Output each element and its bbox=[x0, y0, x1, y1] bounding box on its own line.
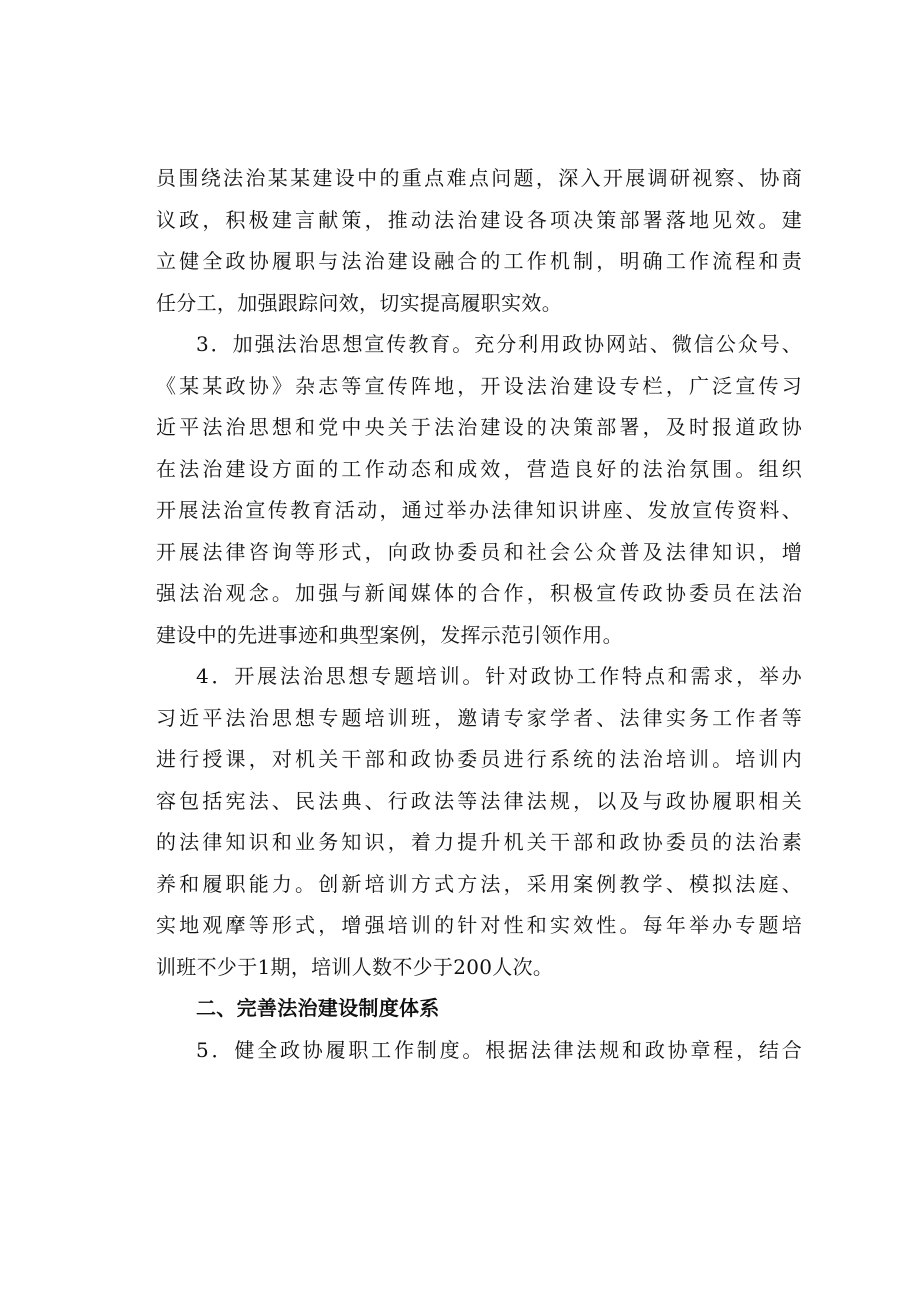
section-heading: 二、完善法治建设制度体系 bbox=[196, 996, 440, 1020]
paragraph-line: 习近平法治思想专题培训班，邀请专家学者、法律实务工作者等 bbox=[156, 705, 802, 730]
paragraph-line: 《某某政协》杂志等宣传阵地，开设法治建设专栏，广泛宣传习 bbox=[156, 373, 802, 398]
paragraph-line: 实地观摩等形式，增强培训的针对性和实效性。每年举办专题培 bbox=[156, 913, 802, 937]
paragraph-line: 任分工，加强跟踪问效，切实提高履职实效。 bbox=[156, 290, 562, 315]
document-body bbox=[156, 158, 802, 1071]
paragraph-line: 立健全政协履职与法治建设融合的工作机制，明确工作流程和责 bbox=[156, 249, 802, 273]
paragraph-line: 容包括宪法、民法典、行政法等法律法规，以及与政协履职相关 bbox=[156, 788, 802, 813]
paragraph-line: 养和履职能力。创新培训方式方法，采用案例教学、模拟法庭、 bbox=[156, 871, 802, 896]
paragraph-line: 5．健全政协履职工作制度。根据法律法规和政协章程，结合 bbox=[196, 1037, 802, 1062]
paragraph-line: 训班不少于1期，培训人数不少于200人次。 bbox=[156, 954, 554, 979]
paragraph-line: 近平法治思想和党中央关于法治建设的决策部署，及时报道政协 bbox=[156, 415, 802, 439]
paragraph-line: 强法治观念。加强与新闻媒体的合作，积极宣传政协委员在法治 bbox=[156, 581, 802, 605]
paragraph-line: 员围绕法治某某建设中的重点难点问题，深入开展调研视察、协商 bbox=[156, 166, 802, 190]
paragraph-line: 3．加强法治思想宣传教育。充分利用政协网站、微信公众号、 bbox=[196, 332, 802, 356]
paragraph-line: 4．开展法治思想专题培训。针对政协工作特点和需求，举办 bbox=[196, 664, 802, 688]
paragraph-line: 进行授课，对机关干部和政协委员进行系统的法治培训。培训内 bbox=[156, 747, 802, 771]
paragraph-line: 议政，积极建言献策，推动法治建设各项决策部署落地见效。建 bbox=[156, 207, 802, 232]
paragraph-line: 开展法治宣传教育活动，通过举办法律知识讲座、发放宣传资料、 bbox=[156, 498, 802, 522]
paragraph-line: 的法律知识和业务知识，着力提升机关干部和政协委员的法治素 bbox=[156, 830, 802, 854]
paragraph-line: 建设中的先进事迹和典型案例，发挥示范引领作用。 bbox=[156, 622, 623, 647]
paragraph-line: 在法治建设方面的工作动态和成效，营造良好的法治氛围。组织 bbox=[156, 456, 802, 481]
paragraph-line: 开展法律咨询等形式，向政协委员和社会公众普及法律知识，增 bbox=[156, 539, 802, 564]
